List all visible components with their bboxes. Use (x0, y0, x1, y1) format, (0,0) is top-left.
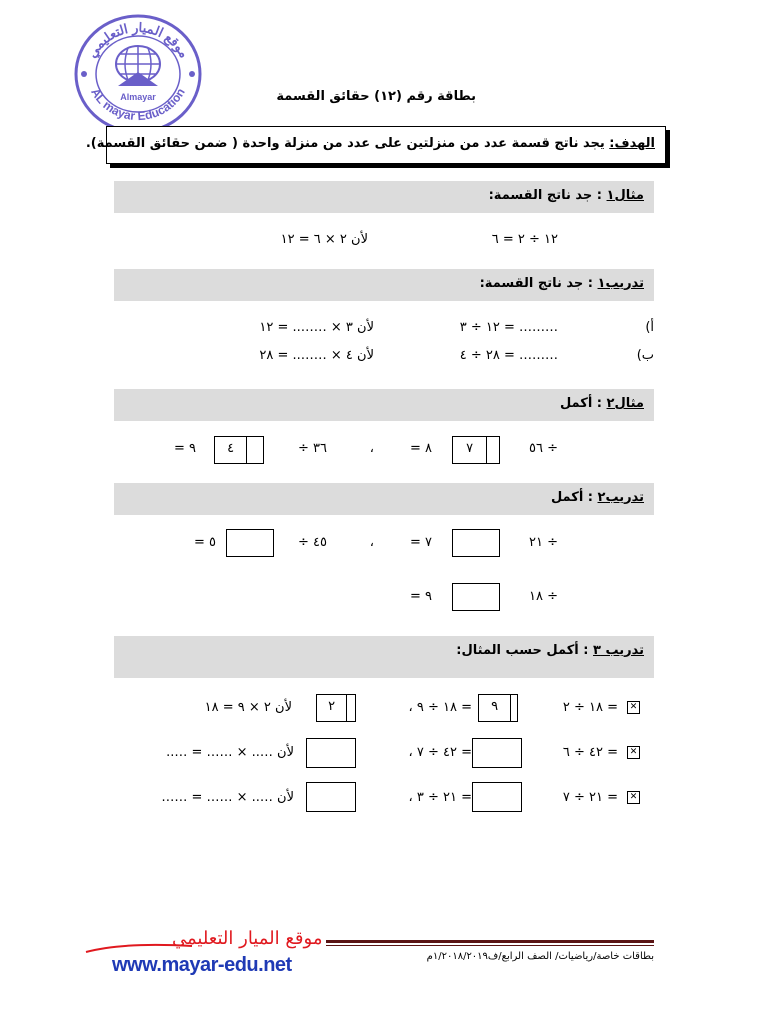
exercise1-marker-a: أ) (645, 320, 654, 335)
exercise1-header (114, 269, 654, 301)
exercise2-row1-right-dividend: ٢١ ÷ (529, 535, 558, 550)
example1-heading (489, 188, 644, 203)
seal-bottom-text: AL mayar Education (88, 85, 188, 124)
exercise2-header (114, 483, 654, 515)
exercise3-label: تدريب ٣ (593, 643, 644, 658)
site-name-arabic: موقع الميار التعليمي (172, 928, 323, 949)
exercise1-instruction: : جد ناتج القسمة: (479, 276, 593, 291)
exercise1-heading (480, 276, 644, 291)
exercise3-row1-checkbox[interactable]: ✕ (627, 701, 640, 714)
example2-right-answer-box (452, 436, 500, 464)
exercise3-heading (456, 643, 644, 658)
goal-statement (86, 136, 655, 151)
exercise3-row1-c: لأن ٢ × ٩ = ١٨ (204, 700, 292, 715)
exercise3-row3-a-box[interactable] (472, 782, 522, 812)
example2-label: مثال٢ (606, 396, 644, 411)
example1-header (114, 181, 654, 213)
example2-right-equals: = ٨ (409, 441, 432, 456)
exercise3-row1-a: ١٨ ÷ ٢ = (562, 700, 618, 715)
exercise2-row2-equals: = ٩ (409, 589, 432, 604)
exercise2-row2-answer-box[interactable] (452, 583, 500, 611)
exercise1-a-multiplication: لأن ٣ × …….. = ١٢ (259, 320, 374, 335)
example1-label: مثال١ (606, 188, 644, 203)
exercise3-row3-b-box[interactable] (306, 782, 356, 812)
exercise3-row3-a: ٢١ ÷ ٧ = (562, 790, 618, 805)
exercise3-row1-b: ، ١٨ ÷ ٩ = (408, 700, 472, 715)
footer-rule-thin (326, 945, 654, 946)
exercise3-row1-a-box (478, 694, 518, 722)
exercise3-row1-b-box (316, 694, 356, 722)
example2-right-answer: ٧ (453, 437, 487, 463)
exercise2-row1-left-answer-box[interactable] (226, 529, 274, 557)
example2-left-dividend: ÷ ٣٦ (298, 441, 327, 456)
exercise1-label: تدريب١ (597, 276, 644, 291)
exercise1-marker-b: ب) (636, 348, 654, 363)
example1-multiplication: لأن ٢ × ٦ = ١٢ (280, 232, 368, 247)
exercise3-row1-a-answer: ٩ (479, 695, 511, 721)
exercise3-row2-a: ٤٢ ÷ ٦ = (562, 745, 618, 760)
example2-left-answer: ٤ (215, 437, 247, 463)
exercise3-row3-c: لأن ….. × …… = …… (161, 790, 294, 805)
example1-division: ١٢ ÷ ٢ = ٦ (491, 232, 558, 247)
exercise1-a-division: ١٢ ÷ ٣ = ……… (459, 320, 558, 335)
exercise3-row2-a-box[interactable] (472, 738, 522, 768)
example2-heading (560, 396, 644, 411)
exercise1-b-division: ٢٨ ÷ ٤ = ……… (459, 348, 558, 363)
seal-middle-text: Almayar (120, 92, 156, 102)
exercise2-row1-right-answer-box[interactable] (452, 529, 500, 557)
exercise2-instruction: : أكمل (550, 490, 593, 505)
exercise3-row1-b-answer: ٢ (317, 695, 347, 721)
exercise3-row2-b: ، ٤٢ ÷ ٧ = (408, 745, 472, 760)
exercise3-header (114, 636, 654, 678)
site-url-link[interactable]: www.mayar-edu.net (112, 954, 292, 976)
exercise3-row2-checkbox[interactable]: ✕ (627, 746, 640, 759)
exercise2-row2-dividend: ١٨ ÷ (529, 589, 558, 604)
footer-rule-thick (326, 940, 654, 943)
example2-comma: ، (369, 441, 374, 456)
page-title: بطاقة رقم (١٢) حقائق القسمة (276, 89, 476, 104)
exercise2-comma: ، (369, 535, 374, 550)
example1-instruction: : جد ناتج القسمة: (488, 188, 602, 203)
exercise2-row1-left-equals: = ٥ (193, 535, 216, 550)
exercise3-row3-checkbox[interactable]: ✕ (627, 791, 640, 804)
exercise2-heading (551, 490, 644, 505)
exercise2-label: تدريب٢ (597, 490, 644, 505)
goal-text: يجد ناتج قسمة عدد من منزلتين على عدد من منزلة واحدة ( ضمن حقائق القسمة). (85, 136, 605, 151)
exercise2-row1-left-dividend: ÷ ٤٥ (298, 535, 327, 550)
example2-right-dividend: ٥٦ ÷ (529, 441, 558, 456)
example2-instruction: : أكمل (559, 396, 602, 411)
exercise1-b-multiplication: لأن ٤ × …….. = ٢٨ (259, 348, 374, 363)
exercise3-instruction: : أكمل حسب المثال: (456, 643, 589, 658)
seal-top-text: موقع الميار التعليمي (83, 19, 193, 61)
exercise2-row1-right-equals: = ٧ (409, 535, 432, 550)
seal-logo (72, 12, 204, 136)
example2-left-answer-box (214, 436, 264, 464)
footer-text: بطاقات خاصة/رياضيات/ الصف الرابع/ف١/٢٠١٨/٢٠١٩م (426, 951, 654, 962)
exercise3-row3-b: ، ٢١ ÷ ٣ = (408, 790, 472, 805)
goal-label: الهدف: (609, 136, 655, 151)
exercise3-row2-c: لأن ….. × …… = ….. (166, 745, 294, 760)
goal-box (85, 126, 666, 164)
example2-header (114, 389, 654, 421)
exercise3-row2-b-box[interactable] (306, 738, 356, 768)
example2-left-equals: = ٩ (173, 441, 196, 456)
